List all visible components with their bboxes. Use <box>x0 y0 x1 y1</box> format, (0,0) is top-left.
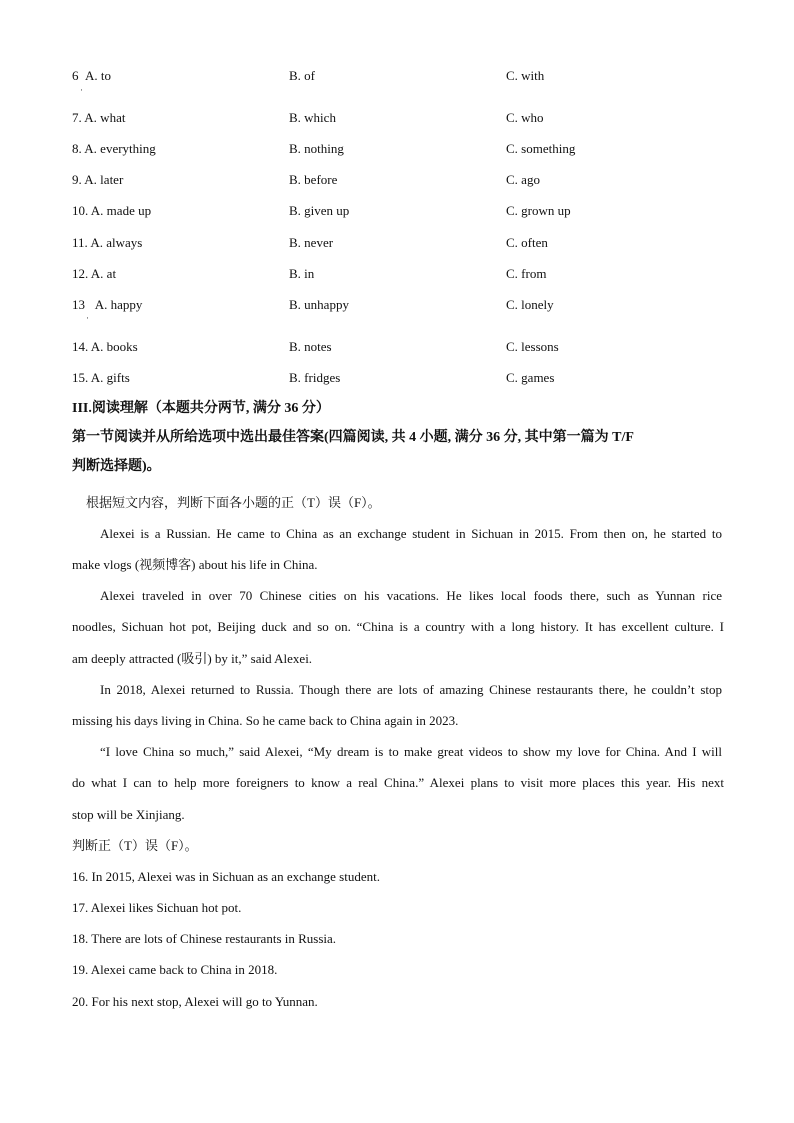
option-b: B. unhappy <box>289 297 349 312</box>
option-b: B. given up <box>289 203 350 218</box>
option-a-text: A. at <box>90 266 117 281</box>
option-row-8 <box>72 140 752 158</box>
option-row-9 <box>72 171 752 189</box>
option-row-13 <box>72 296 752 314</box>
option-row-15 <box>72 369 752 387</box>
option-a-text: A. everything <box>84 141 156 156</box>
option-b: B. in <box>289 266 315 281</box>
option-b: B. nothing <box>289 141 344 156</box>
option-a-text: A. made up <box>90 203 152 218</box>
option-a-text: A. to <box>85 68 111 83</box>
sub-heading-line-2: 判断选择题)。 <box>72 459 161 474</box>
question-number: 10. <box>72 203 89 218</box>
option-b: B. fridges <box>289 370 341 385</box>
question-number: 7. <box>72 110 82 125</box>
question-number: 9. <box>72 172 82 187</box>
question-19: 19. Alexei came back to China in 2018. <box>72 962 278 977</box>
option-a-text: A. gifts <box>90 370 130 385</box>
option-a-text: A. later <box>84 172 124 187</box>
option-a-text: A. what <box>84 110 126 125</box>
option-b: B. of <box>289 68 315 83</box>
option-c: C. grown up <box>506 203 571 218</box>
question-18: 18. There are lots of Chinese restaurants in Russia. <box>72 931 337 946</box>
passage-line: do what I can to help more foreigners to know a real China.” Alexei plans to visit more places this year. His next <box>72 775 724 790</box>
question-number: 8. <box>72 141 82 156</box>
question-number: 6 <box>72 68 79 83</box>
judge-label: 判断正（T）误（F）。 <box>72 838 198 853</box>
option-b: B. never <box>289 235 334 250</box>
option-a <box>72 369 130 387</box>
question-number: 14. <box>72 339 89 354</box>
question-number: 12. <box>72 266 89 281</box>
passage-line: noodles, Sichuan hot pot, Beijing duck and so on. “China is a country with a long history. It has excellent culture. I <box>72 619 724 634</box>
option-a <box>72 140 156 158</box>
option-c: C. with <box>506 68 545 83</box>
question-16: 16. In 2015, Alexei was in Sichuan as an exchange student. <box>72 869 380 884</box>
option-a <box>72 171 123 189</box>
option-c: C. who <box>506 110 544 125</box>
option-c: C. something <box>506 141 576 156</box>
passage-line: stop will be Xinjiang. <box>72 807 185 822</box>
stray-dot-mark: · <box>80 85 83 95</box>
option-a-text: A. books <box>90 339 138 354</box>
option-a <box>72 67 111 85</box>
option-b: B. notes <box>289 339 332 354</box>
sub-heading-line-1: 第一节阅读并从所给选项中选出最佳答案(四篇阅读, 共 4 小题, 满分 36 分, 其中第一篇为 T/F <box>72 430 634 445</box>
option-row-11 <box>72 234 752 252</box>
option-row-12 <box>72 265 752 283</box>
passage-line: missing his days living in China. So he came back to China again in 2023. <box>72 713 459 728</box>
section-heading: III.阅读理解（本题共分两节, 满分 36 分） <box>72 401 330 416</box>
option-a <box>72 109 125 127</box>
option-a <box>72 202 151 220</box>
question-number: 11. <box>72 235 88 250</box>
passage-line: In 2018, Alexei returned to Russia. Though there are lots of amazing Chinese restaurants there, he couldn’t stop <box>100 682 722 697</box>
option-a-text: A. happy <box>94 297 143 312</box>
option-a <box>72 296 142 314</box>
option-a <box>72 338 138 356</box>
option-c: C. often <box>506 235 548 250</box>
passage-line: Alexei traveled in over 70 Chinese cities on his vacations. He likes local foods there, such as Yunnan rice <box>100 588 722 603</box>
passage-line: “I love China so much,” said Alexei, “My dream is to make great videos to show my love for China. And I will <box>100 744 722 759</box>
option-row-10 <box>72 202 752 220</box>
instruction-text: 根据短文内容，判断下面各小题的正（T）误（F）。 <box>86 495 381 510</box>
option-a <box>72 265 116 283</box>
passage-line: am deeply attracted (吸引) by it,” said Alexei. <box>72 651 313 666</box>
option-c: C. lessons <box>506 339 559 354</box>
question-20: 20. For his next stop, Alexei will go to Yunnan. <box>72 994 318 1009</box>
option-row-6 <box>72 67 752 85</box>
option-a-text: A. always <box>90 235 143 250</box>
option-row-14 <box>72 338 752 356</box>
option-row-7 <box>72 109 752 127</box>
option-c: C. lonely <box>506 297 554 312</box>
option-c: C. from <box>506 266 547 281</box>
question-number: 15. <box>72 370 89 385</box>
passage-line: Alexei is a Russian. He came to China as an exchange student in Sichuan in 2015. From then on, he started to <box>100 526 722 541</box>
option-c: C. games <box>506 370 555 385</box>
option-b: B. before <box>289 172 338 187</box>
option-c: C. ago <box>506 172 540 187</box>
question-number: 13 <box>72 297 85 312</box>
passage-line: make vlogs (视频博客) about his life in China. <box>72 557 318 572</box>
stray-dot-mark: · <box>86 313 89 323</box>
question-17: 17. Alexei likes Sichuan hot pot. <box>72 900 242 915</box>
option-a <box>72 234 142 252</box>
option-b: B. which <box>289 110 336 125</box>
